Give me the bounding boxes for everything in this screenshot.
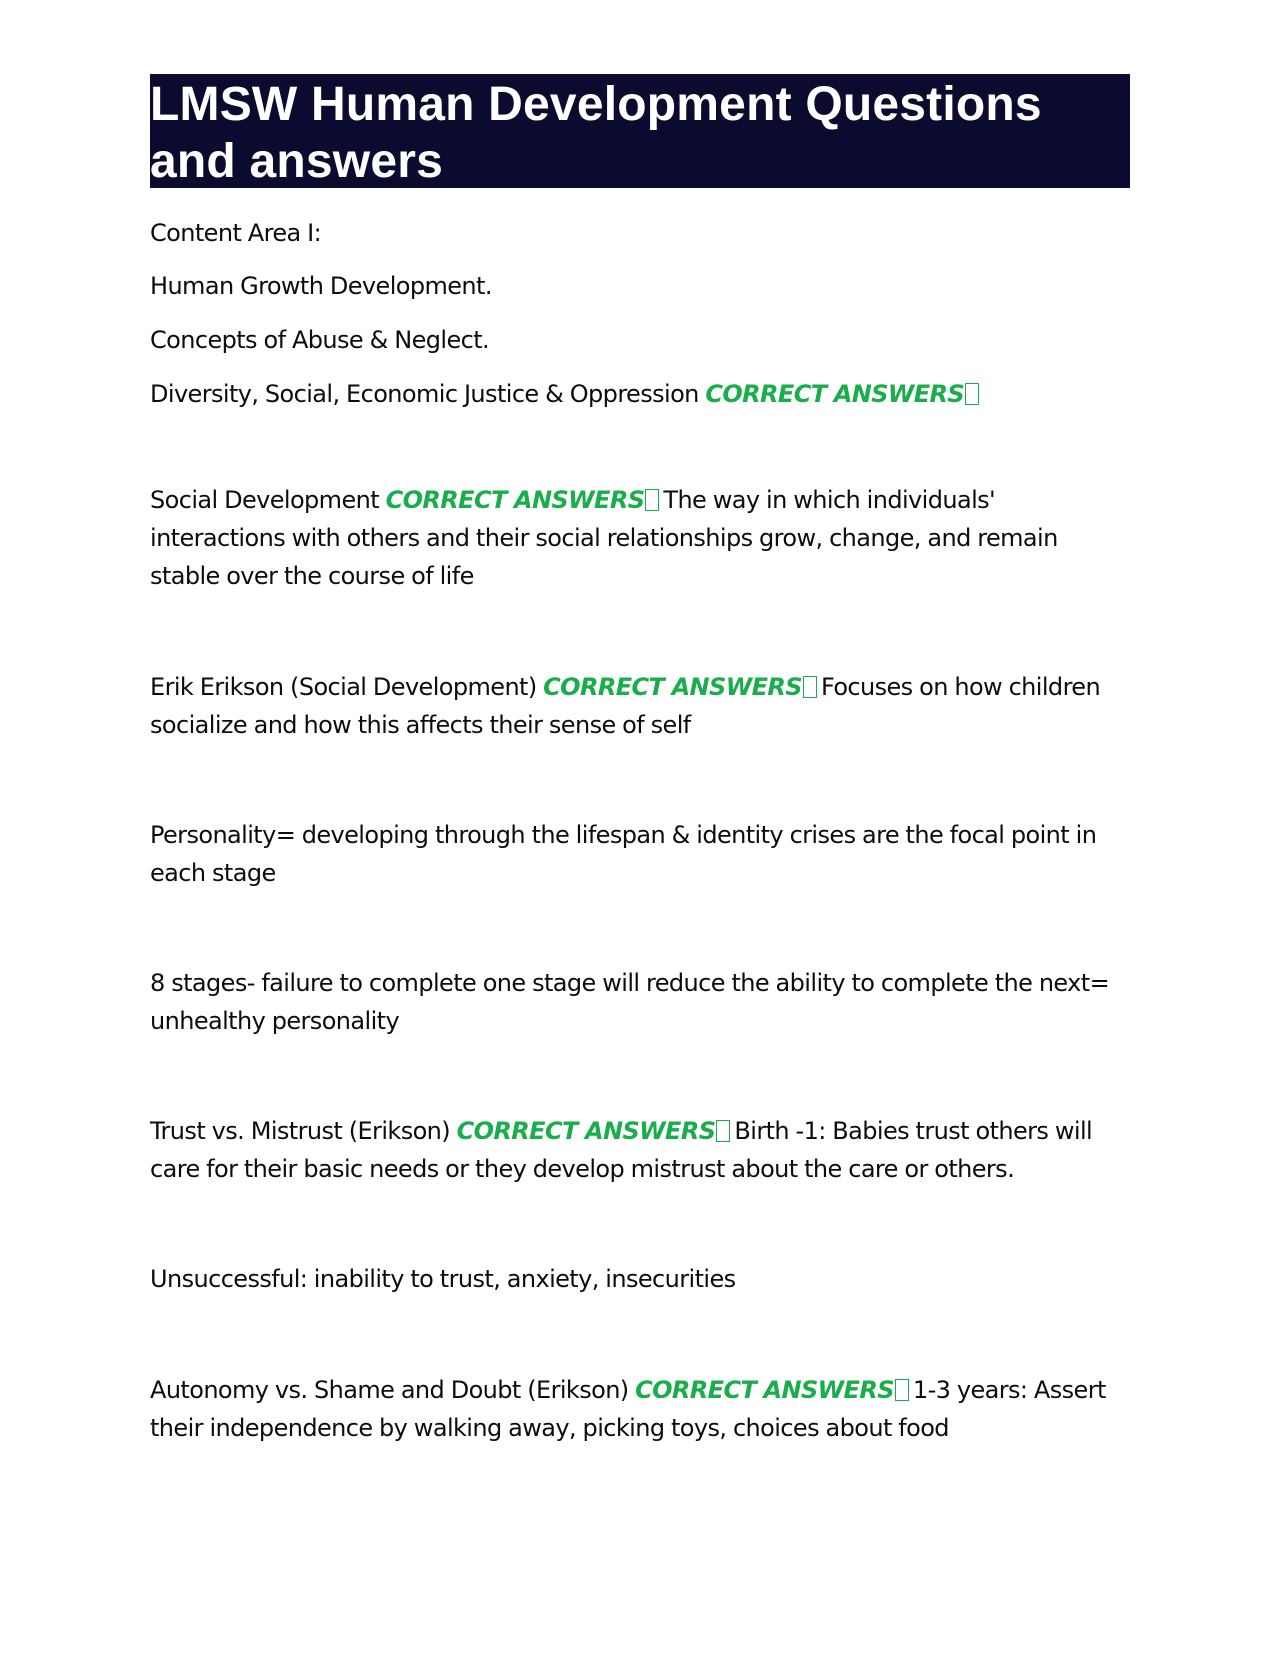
entry-trust-vs-mistrust bbox=[150, 1112, 1110, 1188]
correct-answers-marker: CORRECT ANSWERS bbox=[705, 380, 965, 408]
answer-box-icon bbox=[803, 676, 817, 698]
intro-line-1: Content Area I: bbox=[150, 219, 322, 247]
entry-term: Autonomy vs. Shame and Doubt (Erikson) bbox=[150, 1376, 629, 1404]
entry-eight-stages bbox=[150, 964, 1110, 1040]
entry-plain-text: Unsuccessful: inability to trust, anxiety, insecurities bbox=[150, 1265, 736, 1293]
entry-term: Trust vs. Mistrust (Erikson) bbox=[150, 1117, 451, 1145]
entry-plain-text: Personality= developing through the lifespan & identity crises are the focal point in each stage bbox=[150, 821, 1097, 887]
answer-box-icon bbox=[965, 383, 979, 405]
intro-line-3: Concepts of Abuse & Neglect. bbox=[150, 326, 490, 354]
entry-autonomy-vs-shame bbox=[150, 1371, 1110, 1447]
entry-personality bbox=[150, 816, 1110, 892]
entry-term: Erik Erikson (Social Development) bbox=[150, 673, 537, 701]
correct-answers-marker: CORRECT ANSWERS bbox=[543, 673, 802, 701]
intro-line-4: Diversity, Social, Economic Justice & Oppression CORRECT ANSWERS bbox=[150, 375, 983, 413]
entry-answer: Focuses on how children socialize and how this affects their sense of self bbox=[150, 673, 1101, 739]
document-page bbox=[150, 74, 1130, 1442]
correct-answers-marker: CORRECT ANSWERS bbox=[385, 486, 645, 514]
entry-term: Social Development bbox=[150, 486, 380, 514]
answer-box-icon bbox=[716, 1120, 730, 1142]
entry-answer: Birth -1: Babies trust others will care for their basic needs or they develop mistrust about the care or others. bbox=[150, 1117, 1093, 1183]
answer-box-icon bbox=[895, 1379, 909, 1401]
entry-social-development bbox=[150, 481, 1110, 595]
intro-line-2: Human Growth Development. bbox=[150, 272, 492, 300]
entry-plain-text: 8 stages- failure to complete one stage will reduce the ability to complete the next= unhealthy personality bbox=[150, 969, 1110, 1035]
answer-box-icon bbox=[645, 489, 659, 511]
entry-erik-erikson bbox=[150, 668, 1110, 744]
entry-answer: 1-3 years: Assert their independence by walking away, picking toys, choices about food bbox=[150, 1376, 1106, 1442]
entry-unsuccessful bbox=[150, 1260, 1110, 1298]
entry-answer: The way in which individuals' interactions with others and their social relationships grow, change, and remain stable over the course of life bbox=[150, 486, 1058, 590]
document-title-text: LMSW Human Development Questions and answers bbox=[150, 78, 1042, 188]
correct-answers-marker: CORRECT ANSWERS bbox=[635, 1376, 894, 1404]
correct-answers-marker: CORRECT ANSWERS bbox=[456, 1117, 716, 1145]
document-title bbox=[150, 74, 1130, 188]
